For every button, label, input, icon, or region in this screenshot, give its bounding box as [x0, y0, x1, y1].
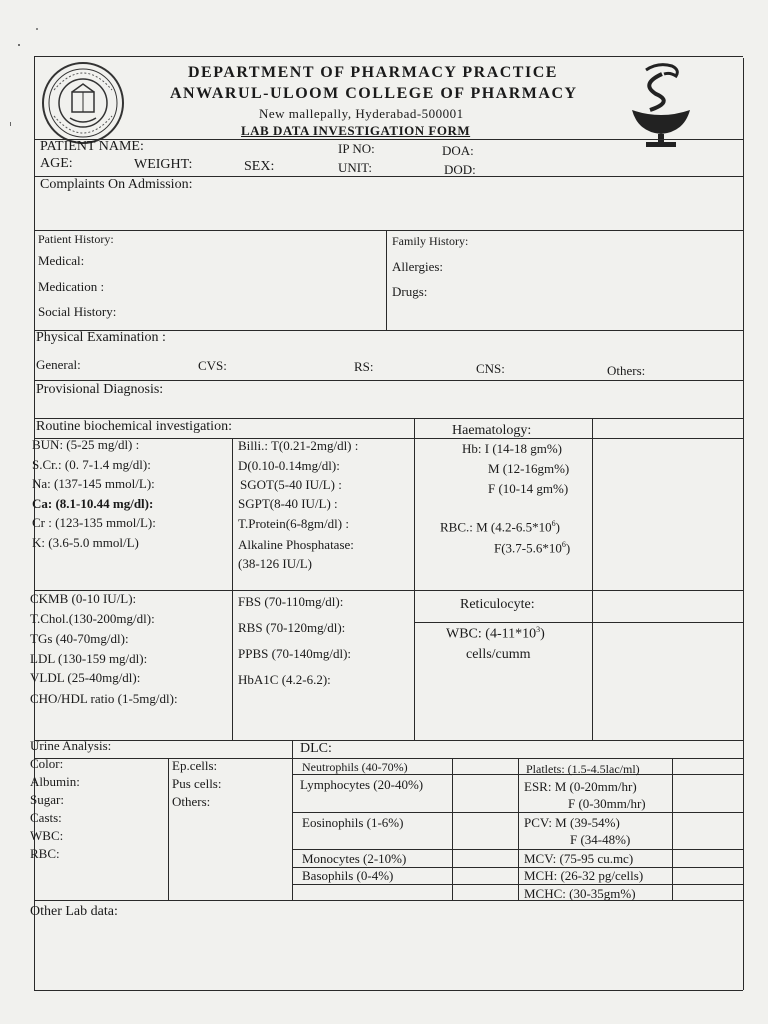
pcv-female-range: F (34-48%): [570, 832, 631, 847]
biochem-item: PPBS (70-140mg/dl):: [238, 646, 352, 661]
dlc-neutrophils: Neutrophils (40-70%): [302, 760, 408, 774]
biochem-item: BUN: (5-25 mg/dl) :: [32, 437, 140, 452]
drugs-label: Drugs:: [392, 284, 428, 299]
complaints-label: Complaints On Admission:: [40, 177, 193, 192]
frame-top-border: [34, 56, 743, 57]
sex-label: SEX:: [244, 159, 275, 174]
biochem-item: RBS (70-120mg/dl):: [238, 620, 346, 635]
haematology-title: Haematology:: [452, 423, 532, 438]
biochem-item: VLDL (25-40mg/dl):: [30, 670, 141, 685]
physical-exam-title: Physical Examination :: [36, 330, 166, 345]
urine-item: Others:: [172, 794, 211, 809]
urine-item: Ep.cells:: [172, 758, 218, 773]
biochem-item: (38-126 IU/L): [238, 556, 313, 571]
biochem-item: S.Cr.: (0. 7-1.4 mg/dl):: [32, 457, 151, 472]
biochem-item: SGOT(5-40 IU/L) :: [240, 477, 342, 492]
other-lab-data-label: Other Lab data:: [30, 904, 118, 919]
esr-male-range: ESR: M (0-20mm/hr): [524, 779, 637, 794]
form-title: LAB DATA INVESTIGATION FORM: [241, 123, 471, 138]
rs-label: RS:: [354, 359, 374, 374]
reticulocyte-label: Reticulocyte:: [460, 597, 535, 612]
biochem-item: HbA1C (4.2-6.2):: [238, 672, 331, 687]
dlc-monocytes: Monocytes (2-10%): [302, 851, 407, 866]
cns-label: CNS:: [476, 361, 505, 376]
weight-label: WEIGHT:: [134, 157, 193, 172]
biochem-item: Alkaline Phosphatase:: [238, 537, 354, 552]
biochem-item: FBS (70-110mg/dl):: [238, 594, 344, 609]
ip-no-label: IP NO:: [338, 141, 375, 156]
biochem-item: LDL (130-159 mg/dl):: [30, 651, 148, 666]
biochem-title: Routine biochemical investigation:: [36, 419, 232, 434]
biochem-item: K: (3.6-5.0 mmol/L): [32, 535, 139, 550]
wbc-range: WBC: $(4-11*10^3)$: [446, 625, 545, 642]
biochem-item: CHO/HDL ratio (1-5mg/dl):: [30, 691, 178, 706]
dod-label: DOD:: [444, 162, 476, 177]
hb-female-range: F (10-14 gm%): [488, 481, 569, 496]
wbc-unit: cells/cumm: [466, 647, 531, 662]
allergies-label: Allergies:: [392, 259, 444, 274]
urine-item: Color:: [30, 756, 64, 771]
biochem-item: TGs (40-70mg/dl):: [30, 631, 129, 646]
biochem-item: Billi.: T(0.21-2mg/dl) :: [238, 438, 359, 453]
dlc-eosinophils: Eosinophils (1-6%): [302, 815, 404, 830]
age-label: AGE:: [40, 156, 73, 171]
dlc-lymphocytes: Lymphocytes (20-40%): [300, 777, 424, 792]
hb-male-range: M (12-16gm%): [488, 461, 570, 476]
frame-right-border: [743, 58, 744, 990]
hb-label: Hb: I (14-18 gm%): [462, 441, 563, 456]
scan-speck: [18, 44, 20, 46]
rbc-male-range: RBC.: M $(4.2-6.5*10^6)$: [440, 519, 560, 535]
urine-item: RBC:: [30, 846, 60, 861]
biochem-item: T.Protein(6-8gm/dl) :: [238, 516, 349, 531]
provisional-diagnosis-label: Provisional Diagnosis:: [36, 382, 164, 397]
college-address: New mallepally, Hyderabad-500001: [259, 106, 464, 121]
general-label: General:: [36, 357, 81, 372]
biochem-item: Ca: (8.1-10.44 mg/dl):: [32, 496, 154, 511]
rbc-female-range: $F(3.7-5.6*10^6)$: [494, 540, 571, 556]
biochem-item: Na: (137-145 mmol/L):: [32, 476, 155, 491]
biochem-item: Cr : (123-135 mmol/L):: [32, 515, 156, 530]
others-label: Others:: [607, 363, 646, 378]
mchc-range: MCHC: (30-35gm%): [524, 886, 636, 901]
dlc-title: DLC:: [300, 741, 332, 756]
esr-female-range: F (0-30mm/hr): [568, 796, 646, 811]
social-history-label: Social History:: [38, 304, 117, 319]
scan-speck: [10, 122, 11, 126]
pcv-male-range: PCV: M (39-54%): [524, 815, 620, 830]
biochem-item: T.Chol.(130-200mg/dl):: [30, 611, 155, 626]
cvs-label: CVS:: [198, 358, 227, 373]
unit-label: UNIT:: [338, 160, 373, 175]
dlc-basophils: Basophils (0-4%): [302, 868, 394, 883]
college-name: ANWARUL-ULOOM COLLEGE OF PHARMACY: [170, 85, 578, 102]
frame-bottom-border: [34, 990, 743, 991]
college-seal-icon: [40, 60, 126, 146]
medical-label: Medical:: [38, 253, 85, 268]
scan-speck: [36, 28, 38, 30]
urine-item: Albumin:: [30, 774, 80, 789]
urine-analysis-title: Urine Analysis:: [30, 738, 112, 753]
biochem-item: D(0.10-0.14mg/dl):: [238, 458, 340, 473]
platelets-range: Platlets: (1.5-4.5lac/ml): [526, 762, 640, 776]
biochem-item: SGPT(8-40 IU/L) :: [238, 496, 338, 511]
urine-item: Sugar:: [30, 792, 64, 807]
patient-history-label: Patient History:: [38, 232, 114, 246]
department-title: DEPARTMENT OF PHARMACY PRACTICE: [188, 64, 558, 81]
family-history-label: Family History:: [392, 234, 469, 248]
doa-label: DOA:: [442, 143, 474, 158]
patient-name-label: PATIENT NAME:: [40, 139, 144, 154]
medication-label: Medication :: [38, 279, 105, 294]
urine-item: WBC:: [30, 828, 64, 843]
mcv-range: MCV: (75-95 cu.mc): [524, 851, 634, 866]
biochem-item: CKMB (0-10 IU/L):: [30, 591, 137, 606]
urine-item: Casts:: [30, 810, 62, 825]
urine-item: Pus cells:: [172, 776, 222, 791]
mch-range: MCH: (26-32 pg/cells): [524, 868, 644, 883]
